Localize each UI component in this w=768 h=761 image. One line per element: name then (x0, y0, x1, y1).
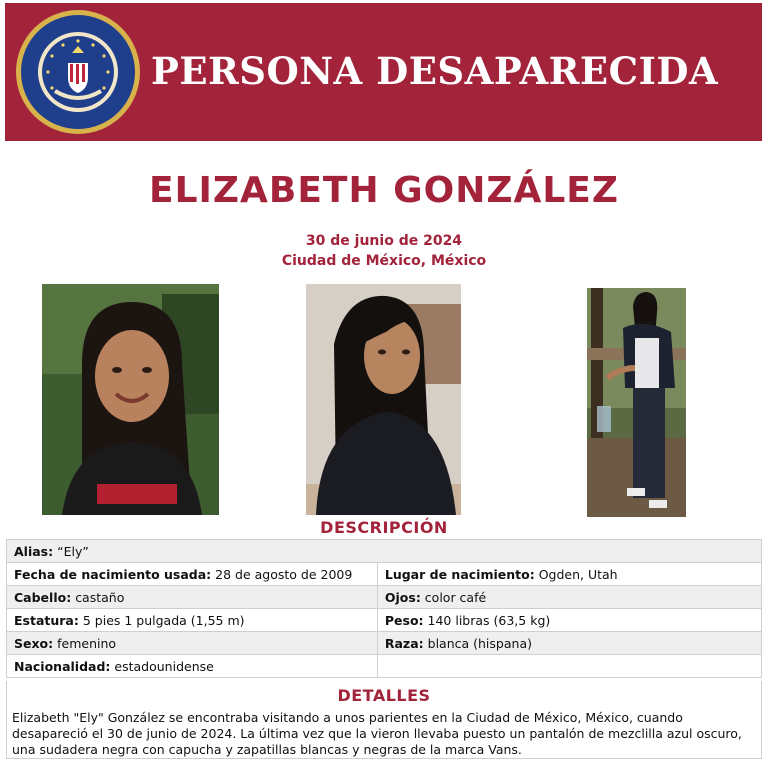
field-value: “Ely” (57, 543, 89, 559)
photo-2 (306, 284, 461, 515)
field-value: 140 libras (63,5 kg) (427, 612, 551, 628)
field-value: 28 de agosto de 2009 (215, 566, 353, 582)
field-value: blanca (hispana) (427, 635, 532, 651)
details-text: Elizabeth "Ely" González se encontraba visitando a unos parientes en la Ciudad de México, México, cuando desapareció el 30 de junio de 2024. La última vez que la vieron llevaba puesto un pantalón de mezclilla azul oscuro, una sudadera negra con capucha y zapatillas blancas y negras de la marca Vans. (12, 710, 742, 757)
field-label: Sexo: (14, 635, 54, 651)
missing-date: 30 de junio de 2024 (305, 233, 463, 249)
field-label: Lugar de nacimiento: (384, 566, 535, 582)
description-title: DESCRIPCIÓN (320, 518, 448, 537)
description-table (6, 539, 762, 678)
field-value: color café (424, 589, 487, 605)
photo-3 (587, 288, 686, 517)
table-row (7, 563, 762, 586)
field-label: Fecha de nacimiento usada: (14, 566, 212, 582)
field-label: Raza: (384, 635, 424, 651)
header-banner (5, 3, 762, 141)
person-name: ELIZABETH GONZÁLEZ (148, 170, 620, 211)
field-value: estadounidense (114, 658, 214, 674)
table-row (7, 632, 762, 655)
table-row (7, 655, 762, 678)
missing-place: Ciudad de México, México (281, 253, 487, 269)
field-value: 5 pies 1 pulgada (1,55 m) (82, 612, 245, 628)
field-label: Alias: (14, 543, 54, 559)
table-row (7, 540, 762, 563)
field-label: Nacionalidad: (14, 658, 111, 674)
field-label: Ojos: (384, 589, 421, 605)
field-label: Cabello: (14, 589, 72, 605)
field-label: Estatura: (14, 612, 79, 628)
table-row (7, 586, 762, 609)
table-row (7, 609, 762, 632)
fbi-seal-icon (15, 9, 141, 135)
banner-title: PERSONA DESAPARECIDA (151, 49, 719, 93)
photo-1 (42, 284, 219, 515)
field-value: castaño (75, 589, 125, 605)
field-label: Peso: (384, 612, 424, 628)
field-value: femenino (57, 635, 117, 651)
details-title: DETALLES (337, 686, 431, 705)
field-value: Ogden, Utah (538, 566, 618, 582)
